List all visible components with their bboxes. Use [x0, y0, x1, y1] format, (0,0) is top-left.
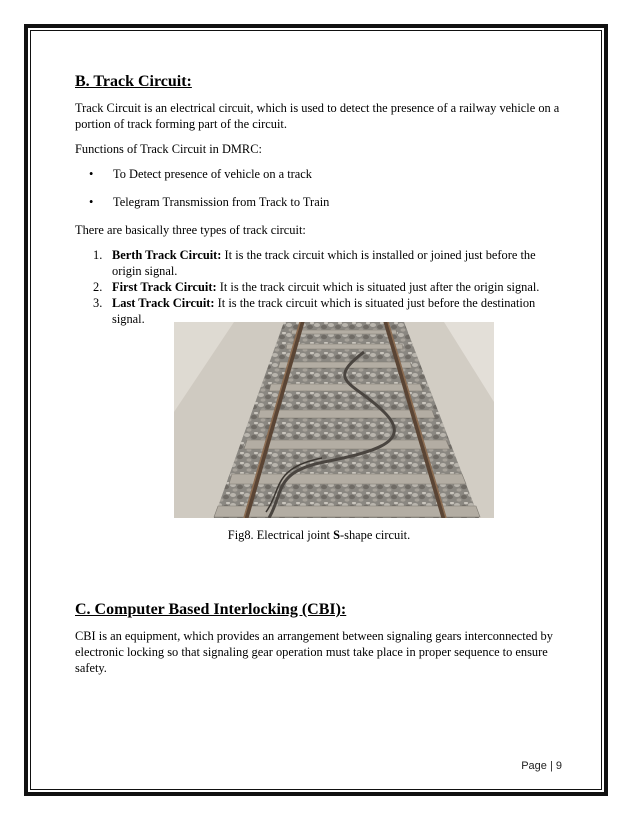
section-c: [75, 600, 565, 685]
section-b-intro: Track Circuit is an electrical circuit, which is used to detect the presence of a railway vehicle on a portion of track forming part of the circuit.: [75, 101, 560, 131]
list-item: 2. First Track Circuit: It is the track circuit which is situated just after the origin signal.: [93, 280, 540, 294]
bullet-icon: •: [89, 195, 94, 209]
list-item: 3. Last Track Circuit: It is the track circuit which is situated just before the destination signal.: [93, 296, 536, 326]
list-item: • To Detect presence of vehicle on a track: [89, 167, 312, 181]
type-term: First Track Circuit:: [112, 280, 217, 294]
section-c-body: CBI is an equipment, which provides an arrangement between signaling gears interconnected by electronic locking so that signaling gear operation must take place in proper sequence to ensure safety.: [75, 629, 553, 675]
list-item: • Telegram Transmission from Track to Train: [89, 195, 330, 209]
section-c-heading: C. Computer Based Interlocking (CBI):: [75, 601, 347, 618]
type-term: Last Track Circuit:: [112, 296, 215, 310]
types-list: [75, 247, 565, 327]
track-photo: [174, 322, 494, 518]
types-intro: There are basically three types of track circuit:: [75, 223, 306, 237]
functions-list: [75, 166, 565, 210]
section-b-heading: B. Track Circuit:: [75, 73, 192, 90]
list-item: 1. Berth Track Circuit: It is the track circuit which is installed or joined just before the origin signal.: [93, 248, 536, 278]
figure-caption: Fig8. Electrical joint S-shape circuit.: [227, 528, 411, 542]
type-term: Berth Track Circuit:: [112, 248, 222, 262]
functions-label: Functions of Track Circuit in DMRC:: [75, 142, 262, 156]
section-b: [75, 72, 565, 327]
bullet-icon: •: [89, 167, 94, 181]
page-number: Page | 9: [521, 760, 562, 772]
